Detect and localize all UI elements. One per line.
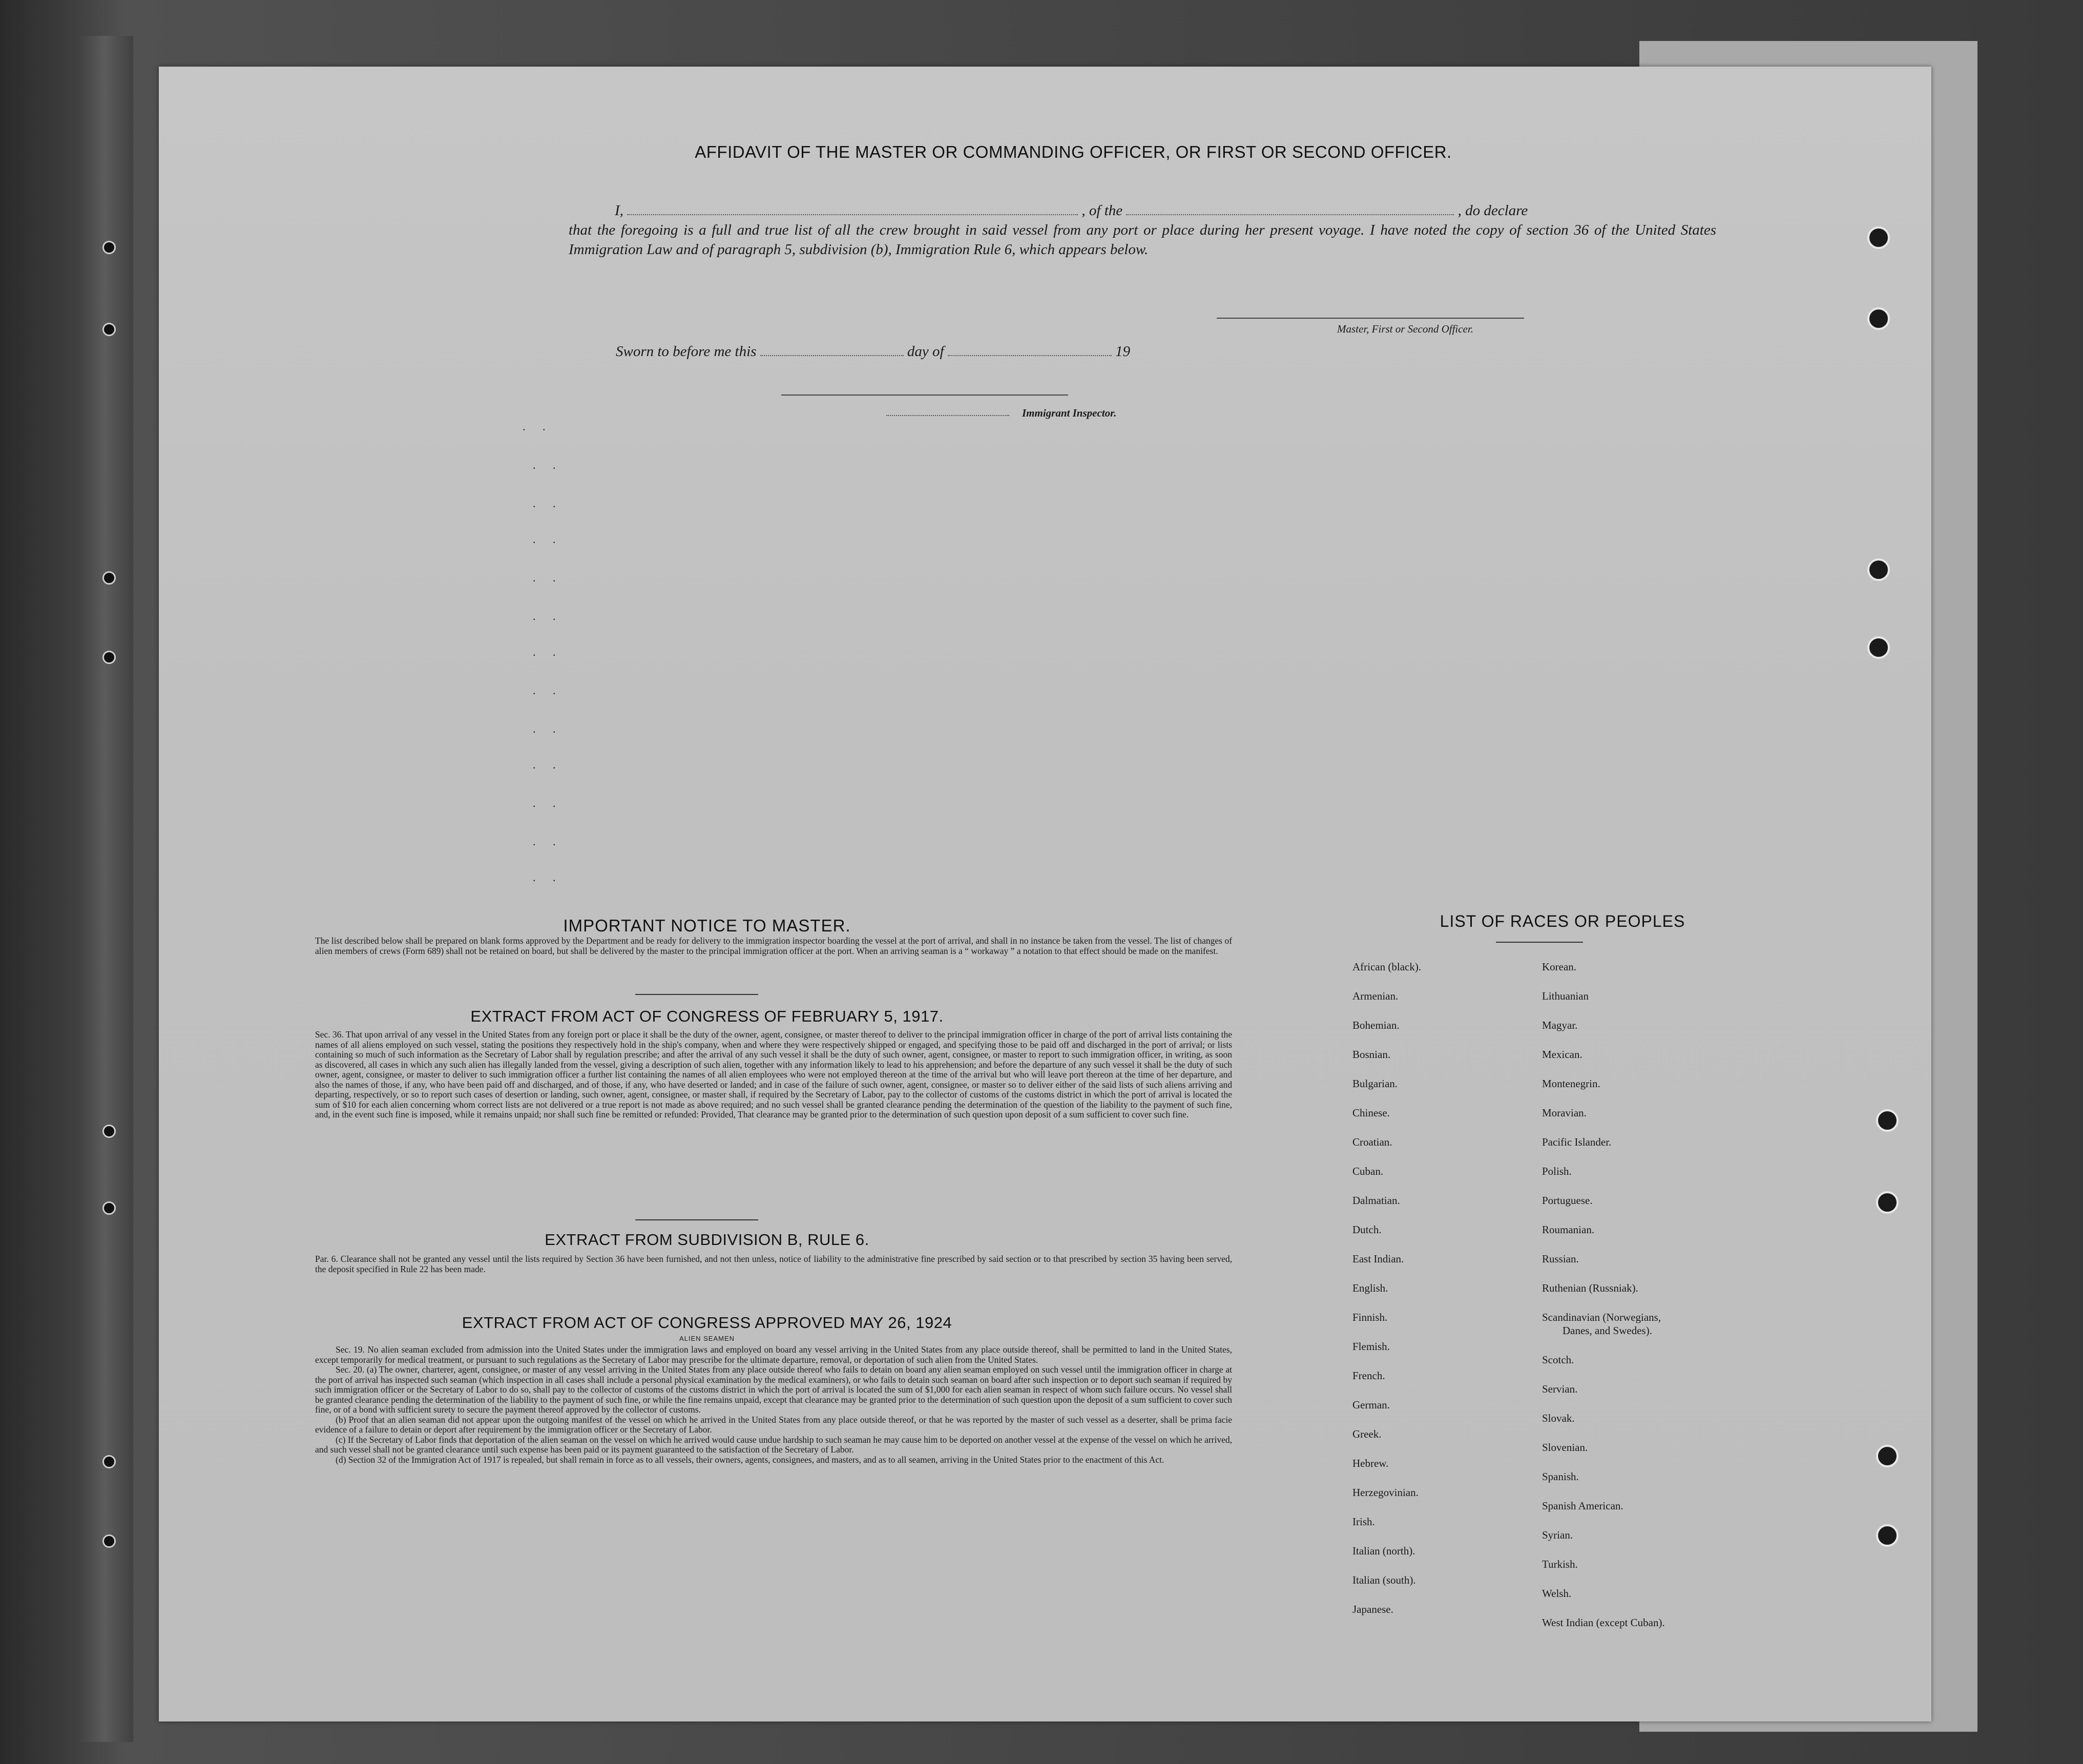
race-item: Croatian. — [1352, 1136, 1392, 1148]
sworn-day-blank[interactable] — [760, 355, 904, 356]
race-item: Syrian. — [1542, 1529, 1573, 1541]
race-item: English. — [1352, 1282, 1388, 1294]
day-of-text: day of — [907, 343, 944, 360]
race-item: Dutch. — [1352, 1223, 1382, 1236]
punch-hole — [1867, 558, 1890, 581]
binder-ring — [102, 323, 116, 336]
race-item: Servian. — [1542, 1383, 1578, 1395]
bleed-dots: . . — [533, 459, 563, 471]
punch-hole — [1867, 307, 1890, 330]
master-signature-line[interactable] — [1217, 318, 1524, 319]
race-item: West Indian (except Cuban). — [1542, 1616, 1665, 1629]
race-item: Russian. — [1542, 1253, 1579, 1265]
race-item: Dalmatian. — [1352, 1194, 1400, 1207]
race-item: Polish. — [1542, 1165, 1572, 1177]
sworn-month-blank[interactable] — [948, 355, 1112, 356]
race-item: Herzegovinian. — [1352, 1486, 1419, 1499]
extract-1924-paragraph: (d) Section 32 of the Immigration Act of 1917 is repealed, but shall remain in force as to all vessels, their owners, agents, consignees, and masters, and as to all seamen, arriving in the United States prior to the enactment of this Act. — [336, 1454, 1164, 1465]
affidavit-i: I, — [615, 202, 623, 219]
race-item: Korean. — [1542, 961, 1577, 973]
bleed-dots: . . — [533, 871, 563, 884]
bleed-dots: . . — [533, 797, 563, 810]
race-item: Moravian. — [1542, 1107, 1587, 1119]
race-item: Italian (north). — [1352, 1545, 1415, 1557]
race-item: Lithuanian — [1542, 990, 1589, 1002]
extract-1924-subtitle: ALIEN SEAMEN — [679, 1335, 735, 1342]
inspector-caption: Immigrant Inspector. — [1022, 407, 1117, 419]
race-item: Scotch. — [1542, 1354, 1574, 1366]
extract-1924-paragraph: Sec. 19. No alien seaman excluded from admission into the United States under the immigration laws and employed on board any vessel arriving in the United States from any place outside thereof, shall be permitted to land in the United States, except temporarily for medical treatment, or pursuant to such regulations as the Secretary of Labor may prescribe for the ultimate departure, removal, or deportation of such alien from the United States. — [315, 1344, 1232, 1365]
extract-1924-title: EXTRACT FROM ACT OF CONGRESS APPROVED MAY 26, 1924 — [462, 1314, 952, 1332]
race-item: Cuban. — [1352, 1165, 1384, 1177]
race-item: Scandinavian (Norwegians, — [1542, 1311, 1661, 1323]
race-item: Turkish. — [1542, 1558, 1578, 1570]
race-item: Magyar. — [1542, 1019, 1578, 1031]
binder-ring — [102, 571, 116, 585]
affidavit-declare: , do declare — [1457, 202, 1528, 219]
binder-ring — [102, 241, 116, 254]
affidavit-body: that the foregoing is a full and true list of all the crew brought in said vessel from any port or place during her present voyage. I have noted the copy of section 36 of the United States Immigration Law and of paragraph 5, subdivision (b), Immigration Rule 6, which appears below. — [569, 222, 1716, 258]
race-item: Bosnian. — [1352, 1048, 1391, 1061]
binder-ring — [102, 1201, 116, 1215]
races-title: LIST OF RACES OR PEOPLES — [1440, 912, 1685, 930]
race-item: Spanish American. — [1542, 1500, 1623, 1512]
section-divider — [635, 1219, 758, 1220]
race-item: Greek. — [1352, 1428, 1382, 1440]
extract-1924-paragraph: (c) If the Secretary of Labor finds that deportation of the alien seaman on the vessel on which he arrived would cause undue hardship to such seaman he may cause him to be deported on another vessel at the expense of the vessel on which he arrived, and such vessel shall not be granted clearance until such expense has been paid or its payment guaranteed to the satisfaction of the Secretary of Labor. — [315, 1434, 1232, 1455]
race-item: Finnish. — [1352, 1311, 1388, 1323]
bleed-dots: . . — [523, 420, 553, 433]
race-item: Slovenian. — [1542, 1441, 1588, 1454]
race-item: Danes, and Swedes). — [1563, 1324, 1652, 1337]
punch-hole — [1867, 636, 1890, 659]
extract-1924-paragraph: (b) Proof that an alien seaman did not appear upon the outgoing manifest of the vessel on which he arrived in the United States from any place outside thereof, or that he was reported by the master of such vessel as a deserter, shall be prima facie evidence of a failure to detain or deport after requirement by the immigration officer or the Secretary of Labor. — [315, 1414, 1232, 1435]
bleed-dots: . . — [533, 646, 563, 658]
binder-ring — [102, 651, 116, 664]
year-prefix: 19 — [1115, 343, 1131, 360]
race-item: Bohemian. — [1352, 1019, 1400, 1031]
race-item: Hebrew. — [1352, 1457, 1389, 1469]
race-item: Japanese. — [1352, 1603, 1393, 1615]
vessel-name-blank[interactable] — [1126, 214, 1454, 215]
extract-rule6-title: EXTRACT FROM SUBDIVISION B, RULE 6. — [545, 1231, 869, 1249]
binder-ring — [102, 1125, 116, 1138]
extract-rule6-body: Par. 6. Clearance shall not be granted any vessel until the lists required by Section 36 have been furnished, and not then unless, notice of liability to the administrative fine prescribed by said section or to that prescribed by section 35 having been served, the deposit specified in Rule 22 has been made. — [315, 1254, 1232, 1274]
bleed-dots: . . — [533, 835, 563, 848]
affidavit-of-the: , of the — [1081, 202, 1123, 219]
binder-ring — [102, 1455, 116, 1468]
race-item: Roumanian. — [1542, 1223, 1595, 1236]
race-item: Slovak. — [1542, 1412, 1575, 1424]
race-item: Portuguese. — [1542, 1194, 1593, 1207]
affidavit-declaration-line — [615, 201, 1716, 220]
bleed-dots: . . — [533, 722, 563, 735]
notice-body: The list described below shall be prepared on blank forms approved by the Department and be ready for delivery to the immigration inspector boarding the vessel at the port of arrival, and shall in no instance be taken from the vessel. The list of changes of alien members of crews (Form 689) shall not be retained on board, but shall be delivered by the master to the principal immigration officer at the port. When an arriving seaman is a “ workaway ” a notation to that effect should be made on the manifest. — [315, 936, 1232, 956]
punch-hole — [1876, 1109, 1899, 1132]
race-item: Armenian. — [1352, 990, 1399, 1002]
master-caption: Master, First or Second Officer. — [1337, 323, 1473, 335]
race-item: Spanish. — [1542, 1470, 1579, 1483]
punch-hole — [1867, 226, 1890, 249]
race-item: Ruthenian (Russniak). — [1542, 1282, 1638, 1294]
section-divider — [635, 994, 758, 995]
race-item: Welsh. — [1542, 1587, 1572, 1600]
race-item: Mexican. — [1542, 1048, 1582, 1061]
race-item: Montenegrin. — [1542, 1077, 1600, 1090]
affidavit-title: AFFIDAVIT OF THE MASTER OR COMMANDING OFFICER, OR FIRST OR SECOND OFFICER. — [695, 142, 1452, 161]
punch-hole — [1876, 1445, 1899, 1467]
sworn-line — [616, 343, 1130, 360]
binder-ring — [102, 1534, 116, 1548]
race-item: German. — [1352, 1399, 1390, 1411]
race-item: Flemish. — [1352, 1340, 1390, 1353]
binder-strip — [77, 36, 133, 1742]
bleed-dots: . . — [533, 533, 563, 546]
extract-1917-title: EXTRACT FROM ACT OF CONGRESS OF FEBRUARY 5, 1917. — [470, 1007, 944, 1025]
notice-title: IMPORTANT NOTICE TO MASTER. — [563, 916, 851, 935]
bleed-dots: . . — [533, 610, 563, 622]
race-item: Italian (south). — [1352, 1574, 1416, 1586]
race-item: Bulgarian. — [1352, 1077, 1398, 1090]
punch-hole — [1876, 1191, 1899, 1214]
bleed-dots: . . — [533, 571, 563, 584]
inspector-dotted-line — [886, 415, 1009, 416]
sworn-text: Sworn to before me this — [616, 343, 757, 360]
extract-1924-body — [315, 1345, 1232, 1465]
master-name-blank[interactable] — [627, 214, 1078, 215]
form-page — [159, 67, 1931, 1721]
extract-1924-paragraph: Sec. 20. (a) The owner, charterer, agent, consignee, or master of any vessel arriving in the United States from any place outside thereof who fails to detain on board any alien seaman employed on such vessel until the immigration officer in charge at the port of arrival has inspected such seaman (which inspection in all cases shall include a personal physical examination by the medical examiners), or who fails to detain such seaman on board after such inspection or to deport such seaman if required by such immigration officer or the Secretary of Labor to do so, shall pay to the collector of customs of the customs district in which the port of arrival is located the sum of $1,000 for each alien seaman in respect of whom such failure occurs. No vessel shall be granted clearance pending the determination of the liability to the payment of such fine, or while the fine remains unpaid, except that clearance may be granted prior to the determination of such question upon the deposit of a sum sufficient to cover such fine, or of a bond with sufficient surety to secure the payment thereof approved by the collector of customs. — [315, 1364, 1232, 1415]
race-item: Pacific Islander. — [1542, 1136, 1612, 1148]
race-item: African (black). — [1352, 961, 1422, 973]
bleed-dots: . . — [533, 758, 563, 771]
race-item: Chinese. — [1352, 1107, 1390, 1119]
inspector-signature-line[interactable] — [781, 395, 1068, 396]
bleed-dots: . . — [533, 497, 563, 510]
extract-1917-body: Sec. 36. That upon arrival of any vessel in the United States from any foreign port or place it shall be the duty of the owner, agent, consignee, or master thereof to deliver to the principal immigration officer in charge of the port of arrival lists containing the names of all aliens employed on such vessel, stating the positions they respectively hold in the ship's company, when and where they were respectively shipped or engaged, and specifying those to be paid off and discharged in the port of arrival; or lists containing so much of such information as the Secretary of Labor shall by regulation prescribe; and after the arrival of any such vessel it shall be the duty of such owner, agent, consignee, or master to report to such immigration officer, in writing, as soon as discovered, all cases in which any such alien has illegally landed from the vessel, giving a description of such alien, together with any information likely to lead to his apprehension; and before the departure of any such vessel it shall be the duty of such owner, agent, consignee, or master to deliver to such immigration officer a further list containing the names of all alien employees who were not employed thereon at the time of the arrival but who will leave port thereon at the time of her departure, and also the names of those, if any, who have been paid off and discharged, and of those, if any, who have deserted or landed; and in case of the failure of such owner, agent, consignee, or master so to deliver either of the said lists of such aliens arriving and departing, respectively, or so to report such cases of desertion or landing, such owner, agent, consignee, or master shall, if required by the Secretary of Labor, pay to the collector of customs of the customs district in which the port of arrival is located the sum of $10 for each alien concerning whom correct lists are not delivered or a true report is not made as above required; and no such vessel shall be granted clearance pending the determination of the question of the liability to the payment of such fine, and, in the event such fine is imposed, while it remains unpaid; nor shall such fine be remitted or refunded: Provided, That clearance may be granted prior to the determination of such question upon deposit of a sum sufficient to cover such fine. — [315, 1029, 1232, 1119]
punch-hole — [1876, 1524, 1899, 1547]
bleed-dots: . . — [533, 684, 563, 697]
race-item: East Indian. — [1352, 1253, 1404, 1265]
race-item: Irish. — [1352, 1516, 1375, 1528]
race-item: French. — [1352, 1369, 1385, 1382]
section-divider — [1496, 942, 1583, 943]
